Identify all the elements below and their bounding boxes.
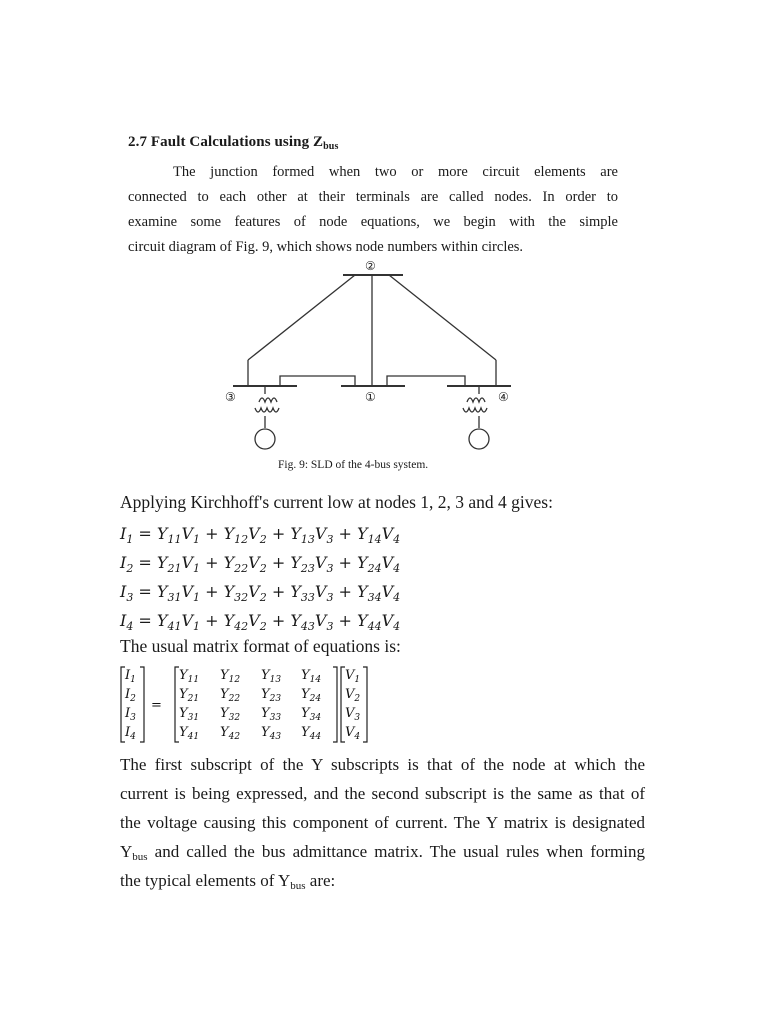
eq-v: V (181, 553, 194, 572)
line-2-3 (248, 275, 355, 360)
eq-v: V (248, 524, 260, 543)
ybus-symbol (120, 842, 148, 861)
eq-v-sub: 1 (193, 562, 201, 575)
eq-v: V (314, 611, 327, 630)
matrix-y-entry: $Y_{34}$ (301, 706, 322, 723)
para-line-2: current is being expressed, and the second subscript is the same as that of (120, 784, 645, 803)
matrix-y-entry: $Y_{31}$ (179, 706, 200, 723)
eq-v-sub: 1 (193, 620, 201, 633)
matrix-equals: = (151, 698, 162, 713)
eq-y: Y (223, 553, 235, 572)
eq-v: V (181, 524, 194, 543)
generator-3-icon (255, 429, 275, 449)
eq-y: Y (156, 611, 168, 630)
figure-caption: Fig. 9: SLD of the 4-bus system. (278, 459, 429, 471)
node-label-4: ④ (498, 390, 509, 404)
matrix-y-entry: $Y_{42}$ (220, 725, 241, 742)
matrix-y-entry: $Y_{32}$ (220, 706, 241, 723)
eq-v: V (314, 582, 327, 601)
eq-v-sub: 2 (259, 562, 267, 575)
eq-lhs-sub: 1 (126, 533, 134, 546)
para-line-5-text: the typical elements of Y (120, 871, 291, 890)
transformer-3-icon (255, 398, 279, 412)
node-label-2: ② (365, 259, 376, 273)
eq-v-sub: 4 (393, 591, 401, 604)
eq-v: V (314, 524, 327, 543)
section-heading-text: 2.7 Fault Calculations using Z (128, 134, 324, 150)
eq-y-sub: 11 (167, 533, 182, 546)
eq-y: Y (290, 582, 301, 601)
intro-line-4: circuit diagram of Fig. 9, which shows node numbers within circles. (128, 239, 524, 255)
matrix-y-entry: $Y_{13}$ (261, 668, 282, 685)
ybus-sub: bus (132, 851, 148, 863)
matrix-intro: The usual matrix format of equations is: (120, 636, 401, 656)
eq-equals: = (133, 582, 157, 601)
transformer-4-icon (463, 398, 487, 412)
para-line-4 (120, 837, 645, 866)
line-3-1 (280, 376, 355, 386)
eq-y: Y (290, 611, 301, 630)
eq-y: Y (223, 582, 235, 601)
matrix-y-entry: $Y_{24}$ (301, 687, 322, 704)
node-label-1: ① (365, 390, 376, 404)
node-label-3: ③ (225, 390, 236, 404)
eq-v: V (314, 553, 327, 572)
matrix-rhs-entry: $V_4$ (345, 725, 361, 742)
eq-lhs-sub: 3 (126, 591, 134, 604)
intro-line-3: examine some features of node equations, we begin with the simple (128, 214, 618, 230)
matrix-y-entry: $Y_{43}$ (261, 725, 282, 742)
eq-lhs: I (120, 524, 127, 543)
eq-plus: + (266, 611, 291, 630)
eq-plus: + (333, 611, 358, 630)
kcl-intro: Applying Kirchhoff's current low at nodes 1, 2, 3 and 4 gives: (120, 492, 553, 512)
eq-y: Y (156, 553, 168, 572)
eq-plus: + (333, 582, 358, 601)
eq-equals: = (133, 524, 157, 543)
eq-y: Y (223, 611, 235, 630)
matrix-equation (118, 665, 378, 745)
ybus-sub-2: bus (290, 880, 306, 892)
eq-v-sub: 1 (193, 533, 201, 546)
matrix-rhs-entry: $V_3$ (345, 706, 361, 723)
intro-line-1: The junction formed when two or more circuit elements are (173, 164, 618, 180)
eq-v-sub: 2 (259, 533, 267, 546)
eq-equals: = (133, 611, 157, 630)
para-line-1: The first subscript of the Y subscripts is that of the node at which the (120, 755, 645, 774)
eq-y: Y (223, 524, 235, 543)
matrix-lhs-entry: $I_1$ (125, 668, 136, 685)
equation-2 (120, 553, 400, 575)
matrix-lhs-entry: $I_3$ (125, 706, 136, 723)
line-2-4 (389, 275, 496, 360)
para-line-3: the voltage causing this component of current. The Y matrix is designated (120, 813, 645, 832)
eq-plus: + (200, 524, 224, 543)
eq-equals: = (133, 553, 157, 572)
eq-v-sub: 3 (326, 591, 334, 604)
eq-y-sub: 22 (234, 562, 249, 575)
matrix-y-entry: $Y_{23}$ (261, 687, 282, 704)
matrix-y-entry: $Y_{44}$ (301, 725, 322, 742)
eq-plus: + (333, 524, 358, 543)
eq-y-sub: 23 (300, 562, 315, 575)
eq-y-sub: 24 (367, 562, 382, 575)
matrix-y-entry: $Y_{21}$ (179, 687, 200, 704)
matrix-y-entry: $Y_{12}$ (220, 668, 241, 685)
section-heading (128, 134, 338, 152)
eq-plus: + (200, 582, 224, 601)
eq-v-sub: 4 (393, 562, 401, 575)
eq-v-sub: 3 (326, 562, 334, 575)
eq-v-sub: 2 (259, 591, 267, 604)
eq-y-sub: 42 (234, 620, 249, 633)
eq-y: Y (357, 611, 368, 630)
eq-lhs-sub: 4 (126, 620, 134, 633)
eq-y-sub: 43 (300, 620, 315, 633)
eq-plus: + (333, 553, 358, 572)
eq-v-sub: 2 (259, 620, 267, 633)
generator-4-icon (469, 429, 489, 449)
section-heading-subscript: bus (323, 141, 339, 152)
eq-y-sub: 12 (234, 533, 249, 546)
para-line-5-tail: are: (305, 871, 336, 890)
eq-y: Y (156, 524, 168, 543)
matrix-y-entry: $Y_{14}$ (301, 668, 322, 685)
equation-4 (120, 611, 400, 633)
matrix-rhs-entry: $V_2$ (345, 687, 361, 704)
matrix-y-entry: $Y_{41}$ (179, 725, 200, 742)
eq-y-sub: 31 (167, 591, 182, 604)
eq-y: Y (357, 524, 368, 543)
intro-paragraph (128, 160, 618, 260)
eq-y: Y (290, 553, 301, 572)
eq-y-sub: 14 (367, 533, 382, 546)
eq-v: V (248, 582, 260, 601)
matrix-rhs-entry: $V_1$ (345, 668, 361, 685)
eq-v: V (381, 553, 394, 572)
eq-plus: + (266, 582, 291, 601)
eq-y-sub: 41 (167, 620, 182, 633)
eq-y-sub: 32 (234, 591, 249, 604)
eq-v: V (381, 524, 394, 543)
intro-line-2: connected to each other at their terminals are called nodes. In order to (128, 189, 618, 205)
eq-lhs: I (120, 611, 127, 630)
sld-figure (215, 252, 515, 457)
ybus-y: Y (120, 842, 133, 861)
eq-y: Y (357, 582, 368, 601)
para-line-4-text: and called the bus admittance matrix. The usual rules when forming (147, 842, 645, 861)
eq-v-sub: 3 (326, 620, 334, 633)
eq-y-sub: 34 (367, 591, 382, 604)
line-1-4 (387, 376, 465, 386)
para-line-5 (120, 866, 645, 895)
eq-y-sub: 33 (300, 591, 315, 604)
subscript-paragraph (120, 750, 645, 895)
eq-y: Y (357, 553, 368, 572)
eq-v: V (381, 611, 394, 630)
eq-v: V (181, 611, 194, 630)
eq-v: V (381, 582, 394, 601)
eq-v: V (181, 582, 194, 601)
eq-lhs: I (120, 582, 127, 601)
eq-y: Y (156, 582, 168, 601)
eq-v: V (248, 553, 260, 572)
eq-y-sub: 44 (367, 620, 382, 633)
eq-plus: + (200, 611, 224, 630)
equation-1 (120, 524, 400, 546)
eq-y-sub: 13 (300, 533, 315, 546)
matrix-y-entry: $Y_{22}$ (220, 687, 241, 704)
eq-v-sub: 3 (326, 533, 334, 546)
eq-lhs: I (120, 553, 127, 572)
eq-lhs-sub: 2 (126, 562, 134, 575)
matrix-y-entry: $Y_{11}$ (179, 668, 200, 685)
eq-y: Y (290, 524, 301, 543)
eq-y-sub: 21 (167, 562, 182, 575)
eq-v-sub: 1 (193, 591, 201, 604)
eq-v-sub: 4 (393, 620, 401, 633)
eq-plus: + (200, 553, 224, 572)
eq-plus: + (266, 524, 291, 543)
matrix-lhs-entry: $I_2$ (125, 687, 136, 704)
eq-v: V (248, 611, 260, 630)
matrix-lhs-entry: $I_4$ (125, 725, 136, 742)
eq-v-sub: 4 (393, 533, 401, 546)
equation-3 (120, 582, 400, 604)
eq-plus: + (266, 553, 291, 572)
matrix-y-entry: $Y_{33}$ (261, 706, 282, 723)
